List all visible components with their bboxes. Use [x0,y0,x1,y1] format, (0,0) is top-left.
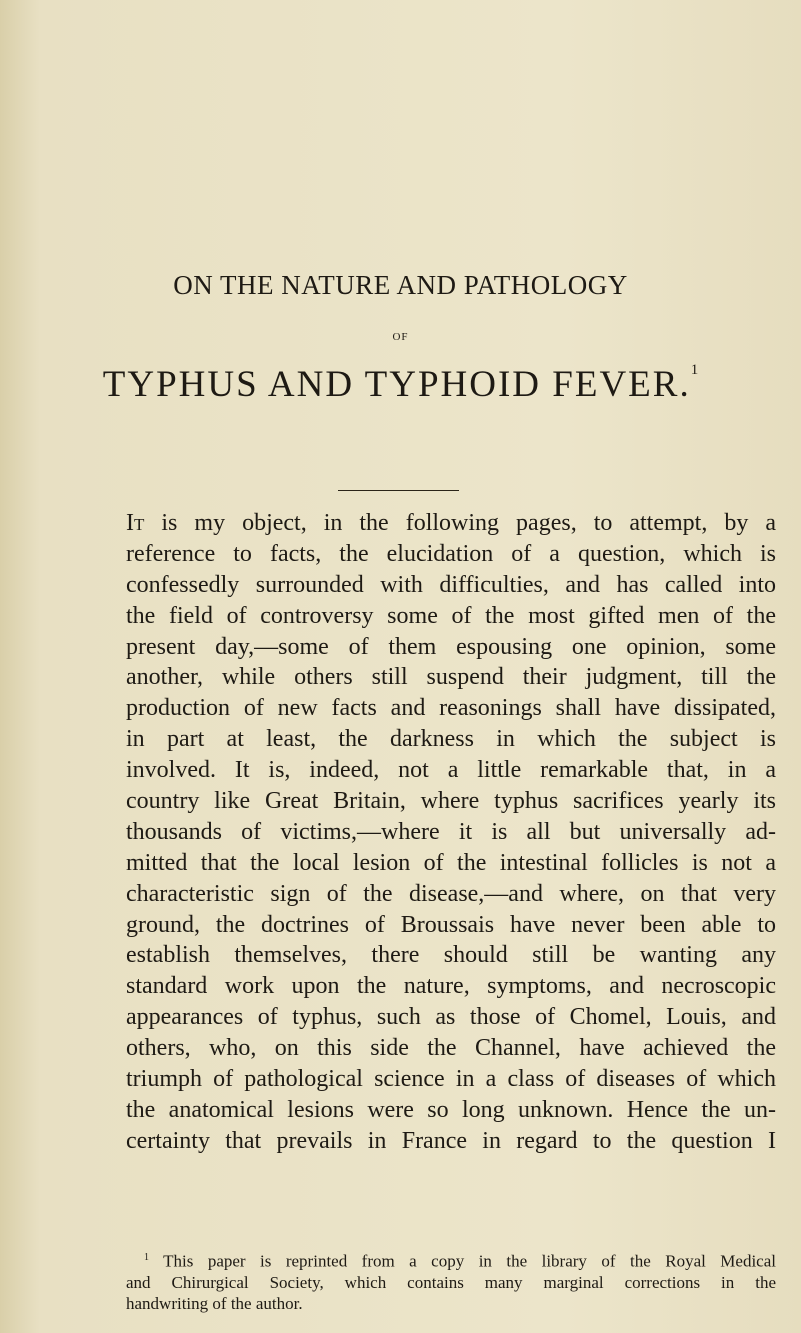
footnote [126,1247,776,1314]
body-line: certainty that prevails in France in regard to the question I [126,1127,776,1154]
title-main: ON THE NATURE AND PATHOLOGY [173,270,628,300]
title-subject [0,362,801,406]
body-line: thousands of victims,—where it is all but universally ad- [126,818,776,845]
title-footnote-marker: 1 [690,362,699,378]
body-line: standard work upon the nature, symptoms, and necroscopic [126,973,776,1000]
footnote-line [126,1247,776,1272]
body-line: ground, the doctrines of Broussais have never been able to [126,911,776,938]
body-line: mitted that the local lesion of the intestinal follicles is not a [126,849,776,876]
body-line: triumph of pathological science in a class of diseases of which [126,1066,776,1093]
body-line: another, while others still suspend their judgment, till the [126,664,776,691]
body-line: confessedly surrounded with difficulties, and has called into [126,571,776,598]
title-subject-text: TYPHUS AND TYPHOID FEVER. [102,364,691,405]
body-line-text: is my object, in the following pages, to attempt, by a [144,510,776,536]
body-line: the anatomical lesions were so long unknown. Hence the un- [126,1096,776,1123]
body-line: in part at least, the darkness in which the subject is [126,726,776,753]
title-connector: OF [392,331,409,343]
body-line: others, who, on this side the Channel, have achieved the [126,1035,776,1062]
footnote-line-text: This paper is reprinted from a copy in the library of the Royal Medical [149,1251,776,1271]
body-line: characteristic sign of the disease,—and where, on that very [126,880,776,907]
footnote-line: handwriting of the author. [126,1293,303,1313]
body-line: country like Great Britain, where typhus sacrifices yearly its [126,788,776,815]
body-line [126,508,776,539]
body-line: the field of controversy some of the most gifted men of the [126,602,776,629]
body-line: involved. It is, indeed, not a little remarkable that, in a [126,757,776,784]
title-divider-rule [338,490,459,491]
body-line: reference to facts, the elucidation of a question, which is [126,540,776,567]
body-line: present day,—some of them espousing one opinion, some [126,633,776,660]
body-line: appearances of typhus, such as those of Chomel, Louis, and [126,1004,776,1031]
body-line: production of new facts and reasonings shall have dissipated, [126,695,776,722]
body-first-word: It [126,510,145,536]
footnote-marker: 1 [144,1252,149,1263]
footnote-line: and Chirurgical Society, which contains many marginal corrections in the [126,1272,776,1292]
body-line: establish themselves, there should still be wanting any [126,942,776,969]
body-paragraph [126,508,776,1157]
